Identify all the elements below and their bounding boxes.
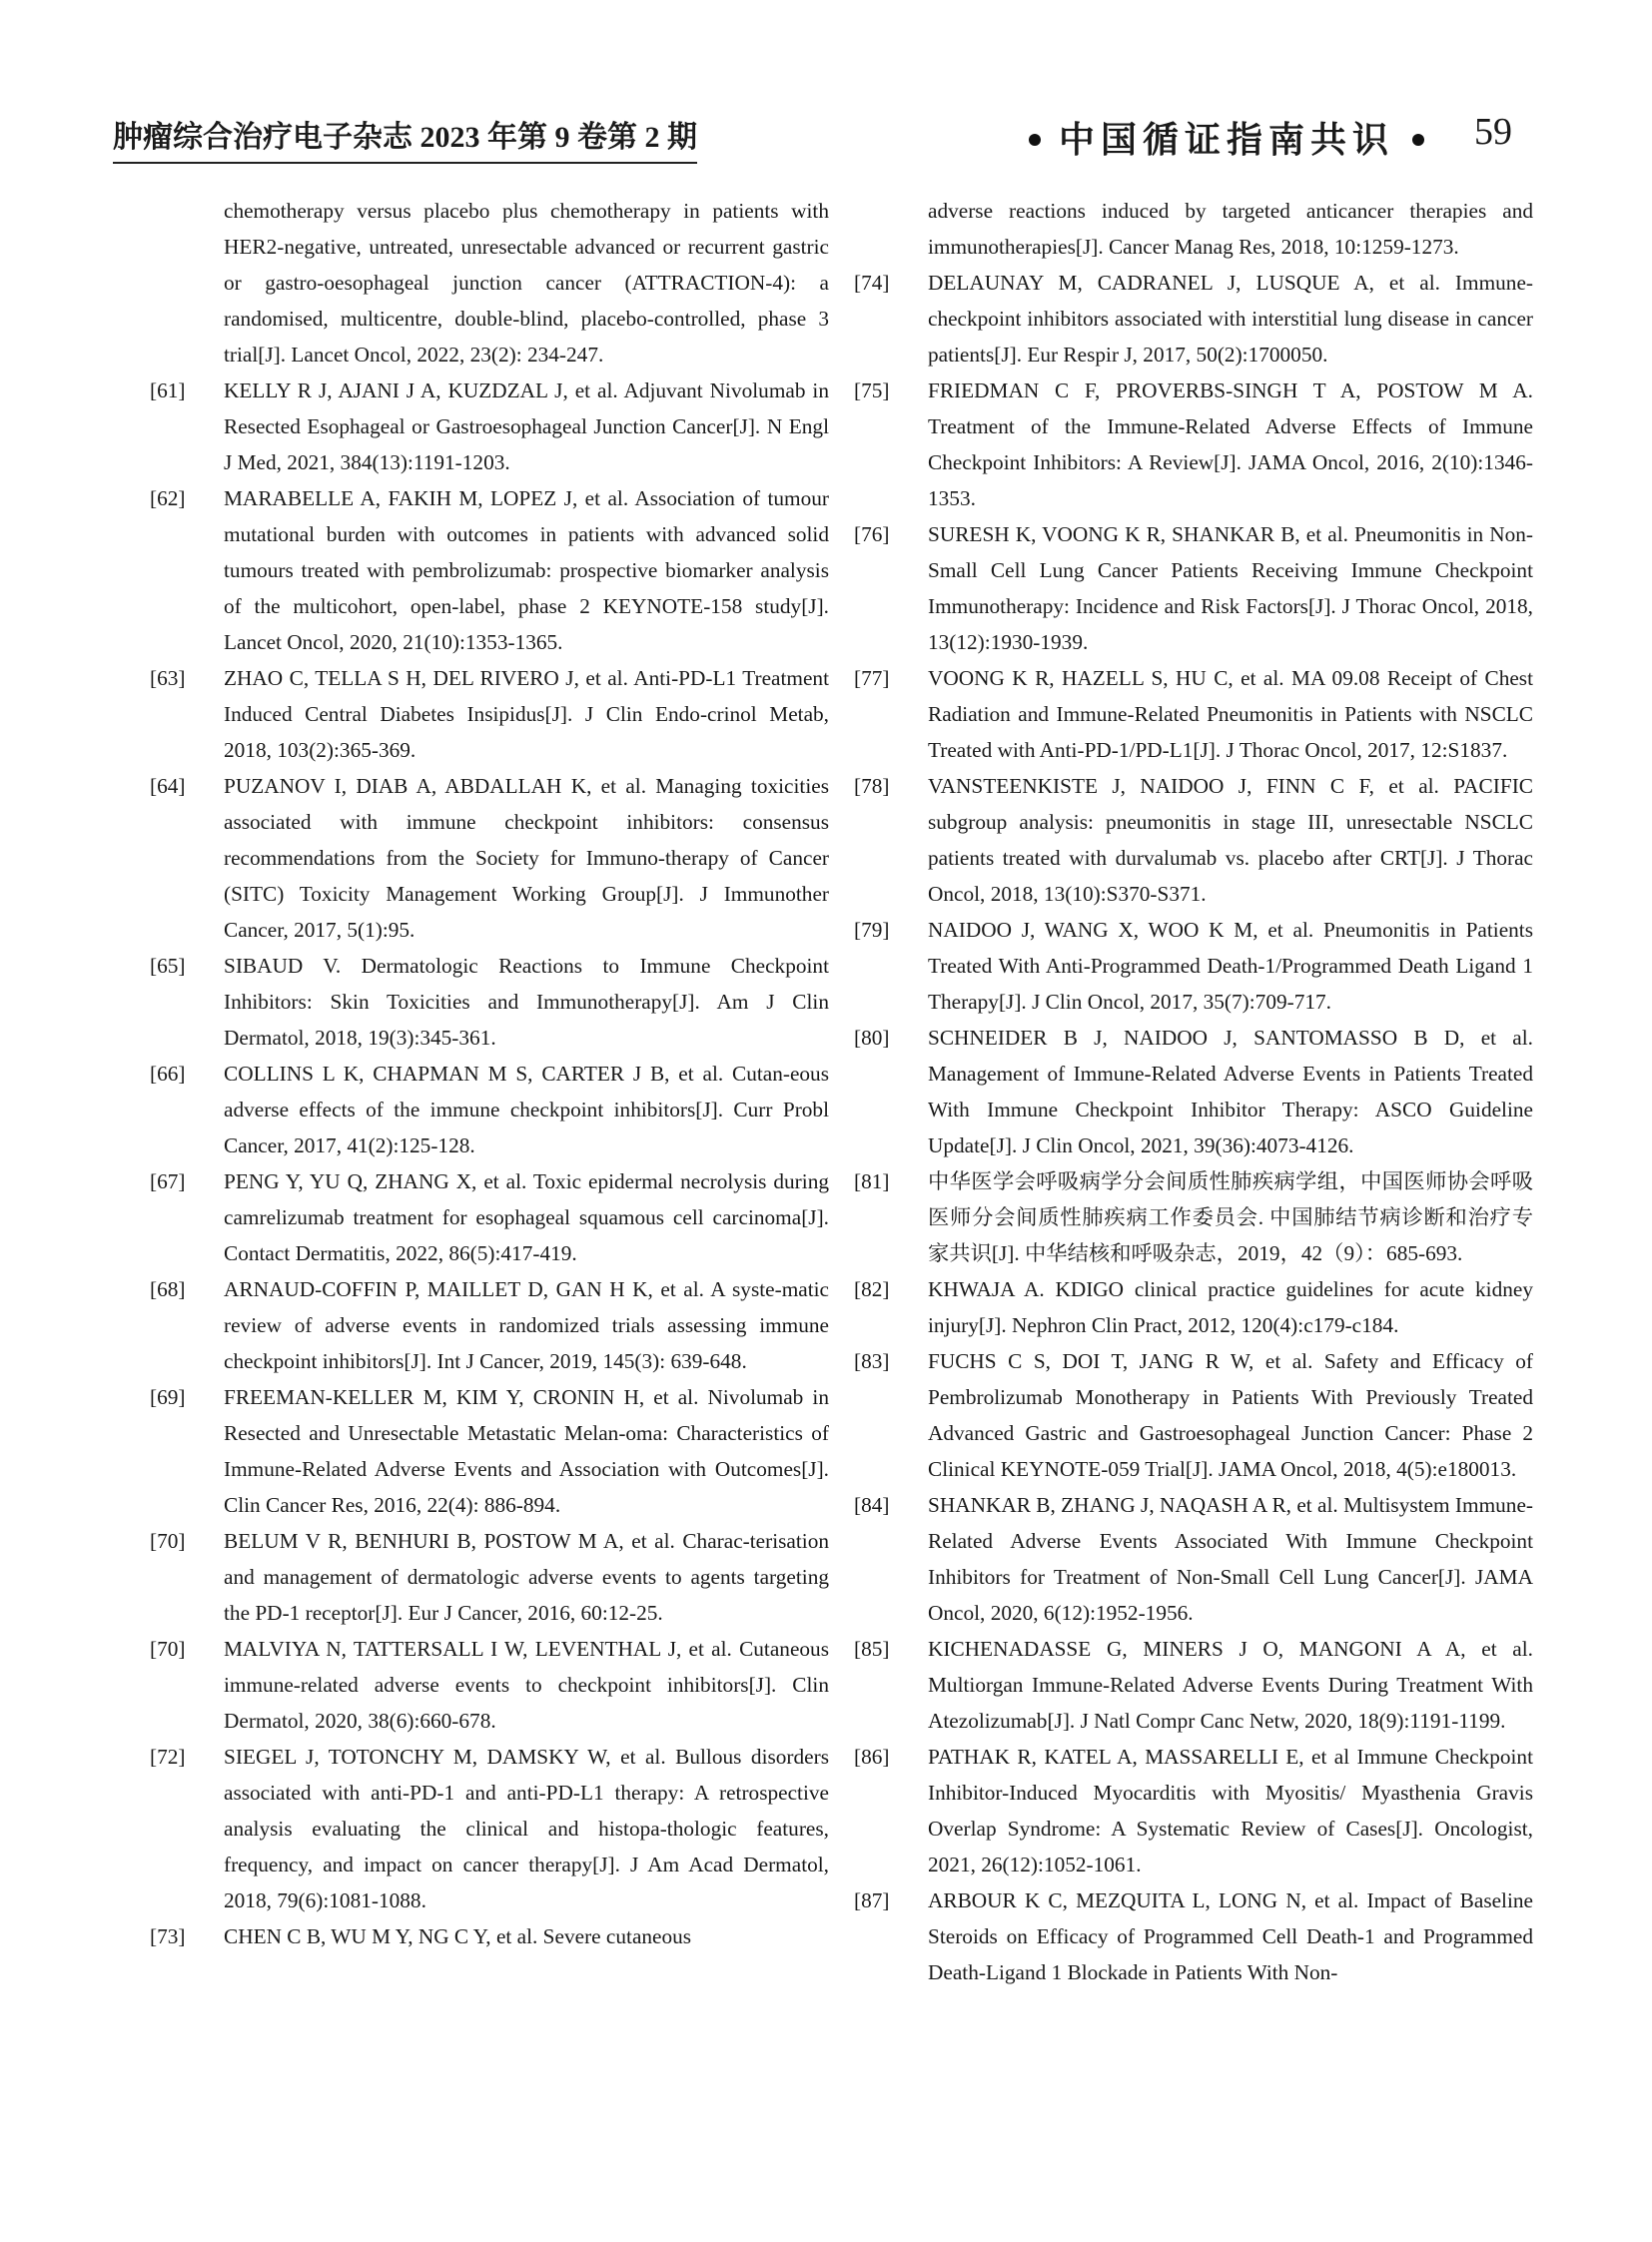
reference-number: [83] bbox=[854, 1349, 890, 1373]
reference-text: CHEN C B, WU M Y, NG C Y, et al. Severe cutaneous bbox=[224, 1924, 692, 1948]
bullet-icon bbox=[1412, 134, 1424, 146]
reference-entry bbox=[854, 516, 1533, 660]
reference-number: [80] bbox=[854, 1026, 890, 1050]
reference-text: KICHENADASSE G, MINERS J O, MANGONI A A, et al. Multiorgan Immune-Related Adverse Events During Treatment With Atezolizumab[J]. J Natl Compr Canc Netw, 2020, 18(9):1191-1199. bbox=[928, 1637, 1533, 1733]
reference-entry bbox=[854, 1163, 1533, 1271]
reference-number: [76] bbox=[854, 522, 890, 546]
reference-entry bbox=[854, 1631, 1533, 1739]
bullet-icon bbox=[1029, 134, 1041, 146]
reference-entry bbox=[150, 948, 829, 1056]
reference-entry bbox=[150, 373, 829, 480]
reference-entry bbox=[854, 768, 1533, 912]
reference-number: [61] bbox=[150, 378, 186, 402]
reference-number: [84] bbox=[854, 1493, 890, 1517]
journal-title: 肿瘤综合治疗电子杂志 2023 年第 9 卷第 2 期 bbox=[113, 112, 697, 164]
reference-entry bbox=[150, 1631, 829, 1739]
reference-text: ZHAO C, TELLA S H, DEL RIVERO J, et al. Anti-PD-L1 Treatment Induced Central Diabetes Insipidus[J]. J Clin Endo-crinol Metab, 2018, 103(2):365-369. bbox=[224, 666, 829, 762]
reference-number: [68] bbox=[150, 1277, 186, 1301]
reference-text: FUCHS C S, DOI T, JANG R W, et al. Safety and Efficacy of Pembrolizumab Monotherapy in Patients With Previously Treated Advanced Gastric and Gastroesophageal Junction Cancer: Phase 2 Clinical KEYNOTE-059 Trial[J]. JAMA Oncol, 2018, 4(5):e180013. bbox=[928, 1349, 1533, 1481]
section-label: 中国循证指南共识 bbox=[1058, 120, 1394, 160]
reference-number: [82] bbox=[854, 1277, 890, 1301]
reference-number: [78] bbox=[854, 774, 890, 798]
reference-entry bbox=[150, 1918, 829, 1954]
reference-number: [69] bbox=[150, 1385, 186, 1409]
reference-text: DELAUNAY M, CADRANEL J, LUSQUE A, et al. Immune-checkpoint inhibitors associated with interstitial lung disease in cancer patients[J]. Eur Respir J, 2017, 50(2):1700050. bbox=[928, 271, 1533, 367]
reference-number: [70] bbox=[150, 1637, 186, 1661]
reference-number: [70] bbox=[150, 1529, 186, 1553]
reference-entry bbox=[150, 193, 829, 373]
reference-number: [77] bbox=[854, 666, 890, 690]
reference-number: [73] bbox=[150, 1924, 186, 1948]
reference-entry bbox=[854, 265, 1533, 373]
reference-entry bbox=[854, 1020, 1533, 1163]
reference-text: chemotherapy versus placebo plus chemotherapy in patients with HER2-negative, untreated, unresectable advanced or recurrent gastric or gastro-oesophageal junction cancer (ATTRACTION-4): a randomised, multicentre, double-blind, placebo-controlled, phase 3 trial[J]. Lancet Oncol, 2022, 23(2): 234-247. bbox=[224, 199, 829, 367]
reference-text: VANSTEENKISTE J, NAIDOO J, FINN C F, et al. PACIFIC subgroup analysis: pneumonitis in stage III, unresectable NSCLC patients treated with durvalumab vs. placebo after CRT[J]. J Thorac Oncol, 2018, 13(10):S370-S371. bbox=[928, 774, 1533, 906]
reference-number: [87] bbox=[854, 1888, 890, 1912]
reference-text: FREEMAN-KELLER M, KIM Y, CRONIN H, et al. Nivolumab in Resected and Unresectable Metastatic Melan-oma: Characteristics of Immune-Related Adverse Events and Association with Outcomes[J]. Clin Cancer Res, 2016, 22(4): 886-894. bbox=[224, 1385, 829, 1517]
reference-text: SHANKAR B, ZHANG J, NAQASH A R, et al. Multisystem Immune-Related Adverse Events Associated With Immune Checkpoint Inhibitors for Treatment of Non-Small Cell Lung Cancer[J]. JAMA Oncol, 2020, 6(12):1952-1956. bbox=[928, 1493, 1533, 1625]
reference-text: COLLINS L K, CHAPMAN M S, CARTER J B, et al. Cutan-eous adverse effects of the immune checkpoint inhibitors[J]. Curr Probl Cancer, 2017, 41(2):125-128. bbox=[224, 1062, 829, 1157]
reference-text: NAIDOO J, WANG X, WOO K M, et al. Pneumonitis in Patients Treated With Anti-Programmed Death-1/Programmed Death Ligand 1 Therapy[J]. J Clin Oncol, 2017, 35(7):709-717. bbox=[928, 918, 1533, 1014]
reference-text: PENG Y, YU Q, ZHANG X, et al. Toxic epidermal necrolysis during camrelizumab treatment for esophageal squamous cell carcinoma[J]. Contact Dermatitis, 2022, 86(5):417-419. bbox=[224, 1169, 829, 1265]
reference-text: 中华医学会呼吸病学分会间质性肺疾病学组，中国医师协会呼吸医师分会间质性肺疾病工作委员会. 中国肺结节病诊断和治疗专家共识[J]. 中华结核和呼吸杂志，2019，42（9）：685-693. bbox=[928, 1169, 1533, 1265]
reference-number: [63] bbox=[150, 666, 186, 690]
running-header bbox=[113, 112, 1512, 160]
reference-entry bbox=[150, 1523, 829, 1631]
reference-text: FRIEDMAN C F, PROVERBS-SINGH T A, POSTOW M A. Treatment of the Immune-Related Adverse Effects of Immune Checkpoint Inhibitors: A Review[J]. JAMA Oncol, 2016, 2(10):1346-1353. bbox=[928, 378, 1533, 510]
reference-text: SIBAUD V. Dermatologic Reactions to Immune Checkpoint Inhibitors: Skin Toxicities and Immunotherapy[J]. Am J Clin Dermatol, 2018, 19(3):345-361. bbox=[224, 954, 829, 1050]
reference-text: ARBOUR K C, MEZQUITA L, LONG N, et al. Impact of Baseline Steroids on Efficacy of Programmed Cell Death-1 and Programmed Death-Ligand 1 Blockade in Patients With Non- bbox=[928, 1888, 1533, 1984]
reference-entry bbox=[854, 1343, 1533, 1487]
reference-text: BELUM V R, BENHURI B, POSTOW M A, et al. Charac-terisation and management of dermatologic adverse events to agents targeting the PD-1 receptor[J]. Eur J Cancer, 2016, 60:12-25. bbox=[224, 1529, 829, 1625]
reference-text: KELLY R J, AJANI J A, KUZDZAL J, et al. Adjuvant Nivolumab in Resected Esophageal or Gastroesophageal Junction Cancer[J]. N Engl J Med, 2021, 384(13):1191-1203. bbox=[224, 378, 829, 474]
reference-text: adverse reactions induced by targeted anticancer therapies and immunotherapies[J]. Cancer Manag Res, 2018, 10:1259-1273. bbox=[928, 199, 1533, 259]
reference-text: SURESH K, VOONG K R, SHANKAR B, et al. Pneumonitis in Non-Small Cell Lung Cancer Patients Receiving Immune Checkpoint Immunotherapy: Incidence and Risk Factors[J]. J Thorac Oncol, 2018, 13(12):1930-1939. bbox=[928, 522, 1533, 654]
reference-entry bbox=[150, 1739, 829, 1918]
reference-text: ARNAUD-COFFIN P, MAILLET D, GAN H K, et al. A syste-matic review of adverse events in randomized trials assessing immune checkpoint inhibitors[J]. Int J Cancer, 2019, 145(3): 639-648. bbox=[224, 1277, 829, 1373]
reference-number: [62] bbox=[150, 486, 186, 510]
reference-number: [67] bbox=[150, 1169, 186, 1193]
page-number: 59 bbox=[1474, 111, 1512, 153]
reference-entry bbox=[150, 1271, 829, 1379]
reference-column-left bbox=[150, 193, 829, 1954]
reference-entry bbox=[854, 1882, 1533, 1990]
reference-text: SIEGEL J, TOTONCHY M, DAMSKY W, et al. Bullous disorders associated with anti-PD-1 and anti-PD-L1 therapy: A retrospective analysis evaluating the clinical and histopa-thologic features, frequency, and impact on cancer therapy[J]. J Am Acad Dermatol, 2018, 79(6):1081-1088. bbox=[224, 1745, 829, 1912]
reference-entry bbox=[854, 912, 1533, 1020]
reference-number: [66] bbox=[150, 1062, 186, 1086]
reference-text: MALVIYA N, TATTERSALL I W, LEVENTHAL J, et al. Cutaneous immune-related adverse events to checkpoint inhibitors[J]. Clin Dermatol, 2020, 38(6):660-678. bbox=[224, 1637, 829, 1733]
reference-column-right bbox=[854, 193, 1533, 1990]
reference-text: KHWAJA A. KDIGO clinical practice guidelines for acute kidney injury[J]. Nephron Clin Pract, 2012, 120(4):c179-c184. bbox=[928, 1277, 1533, 1337]
reference-text: MARABELLE A, FAKIH M, LOPEZ J, et al. Association of tumour mutational burden with outcomes in patients with advanced solid tumours treated with pembrolizumab: prospective biomarker analysis of the multicohort, open-label, phase 2 KEYNOTE-158 study[J]. Lancet Oncol, 2020, 21(10):1353-1365. bbox=[224, 486, 829, 654]
reference-entry bbox=[854, 373, 1533, 516]
section-title bbox=[1011, 112, 1442, 163]
reference-entry bbox=[150, 480, 829, 660]
reference-entry bbox=[150, 768, 829, 948]
reference-entry bbox=[854, 1487, 1533, 1631]
reference-number: [86] bbox=[854, 1745, 890, 1769]
reference-entry bbox=[854, 660, 1533, 768]
reference-entry bbox=[150, 1163, 829, 1271]
reference-text: PUZANOV I, DIAB A, ABDALLAH K, et al. Managing toxicities associated with immune checkpoint inhibitors: consensus recommendations from the Society for Immuno-therapy of Cancer (SITC) Toxicity Management Working Group[J]. J Immunother Cancer, 2017, 5(1):95. bbox=[224, 774, 829, 942]
reference-text: SCHNEIDER B J, NAIDOO J, SANTOMASSO B D, et al. Management of Immune-Related Adverse Events in Patients Treated With Immune Checkpoint Inhibitor Therapy: ASCO Guideline Update[J]. J Clin Oncol, 2021, 39(36):4073-4126. bbox=[928, 1026, 1533, 1157]
reference-number: [81] bbox=[854, 1169, 890, 1193]
reference-number: [65] bbox=[150, 954, 186, 978]
reference-text: PATHAK R, KATEL A, MASSARELLI E, et al Immune Checkpoint Inhibitor-Induced Myocarditis with Myositis/ Myasthenia Gravis Overlap Syndrome: A Systematic Review of Cases[J]. Oncologist, 2021, 26(12):1052-1061. bbox=[928, 1745, 1533, 1876]
reference-number: [79] bbox=[854, 918, 890, 942]
reference-number: [85] bbox=[854, 1637, 890, 1661]
reference-number: [75] bbox=[854, 378, 890, 402]
reference-text: VOONG K R, HAZELL S, HU C, et al. MA 09.08 Receipt of Chest Radiation and Immune-Related Pneumonitis in Patients with NSCLC Treated with Anti-PD-1/PD-L1[J]. J Thorac Oncol, 2017, 12:S1837. bbox=[928, 666, 1533, 762]
reference-entry bbox=[854, 1271, 1533, 1343]
reference-number: [74] bbox=[854, 271, 890, 295]
reference-entry bbox=[150, 1056, 829, 1163]
reference-number: [64] bbox=[150, 774, 186, 798]
reference-entry bbox=[854, 1739, 1533, 1882]
reference-entry bbox=[854, 193, 1533, 265]
reference-number: [72] bbox=[150, 1745, 186, 1769]
reference-entry bbox=[150, 1379, 829, 1523]
reference-entry bbox=[150, 660, 829, 768]
